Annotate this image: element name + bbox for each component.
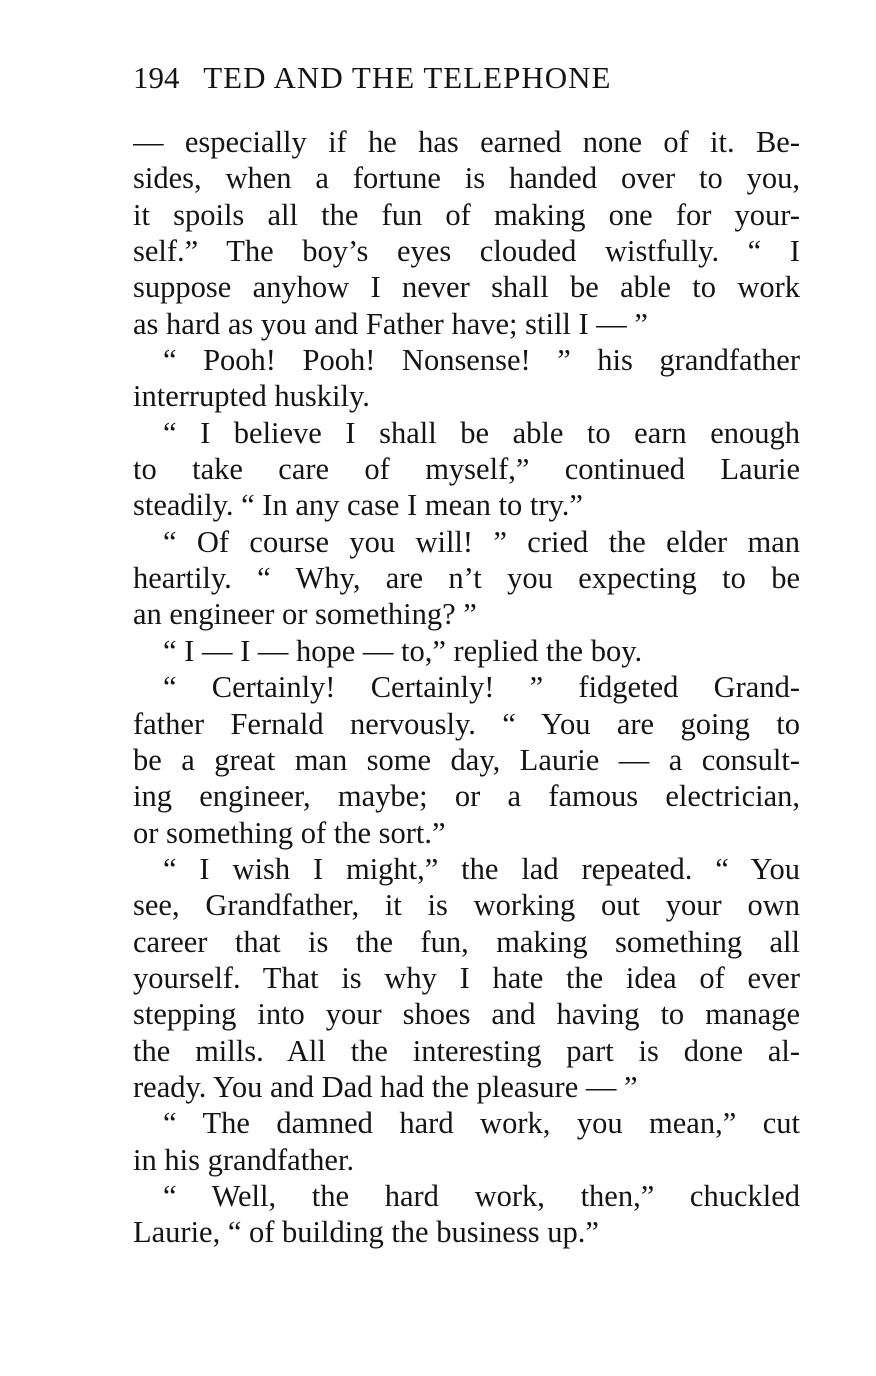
text-line: it spoils all the fun of making one for your- — [133, 197, 800, 232]
text-line: father Fernald nervously. “ You are going to — [133, 706, 800, 741]
running-title: TED AND THE TELEPHONE — [203, 60, 612, 95]
text-line: sides, when a fortune is handed over to you, — [133, 161, 800, 196]
text-line: interrupted huskily. — [133, 379, 370, 414]
text-line: as hard as you and Father have; still I — ” — [133, 306, 648, 341]
running-head — [133, 58, 800, 98]
text-line: “ Certainly! Certainly! ” fidgeted Grand- — [163, 670, 800, 705]
text-line: to take care of myself,” continued Laurie — [133, 452, 800, 487]
text-line: “ I — I — hope — to,” replied the boy. — [163, 633, 643, 668]
text-line: — especially if he has earned none of it. Be- — [133, 125, 800, 159]
text-line: steadily. “ In any case I mean to try.” — [133, 488, 583, 523]
body-text — [133, 124, 800, 1251]
text-line: “ I wish I might,” the lad repeated. “ You — [163, 851, 800, 886]
text-line: ready. You and Dad had the pleasure — ” — [133, 1069, 638, 1104]
text-line: self.” The boy’s eyes clouded wistfully. “ I — [133, 234, 800, 269]
text-line: yourself. That is why I hate the idea of ever — [133, 960, 800, 995]
text-line: or something of the sort.” — [133, 815, 446, 850]
text-line: ing engineer, maybe; or a famous electrician, — [133, 779, 800, 814]
page-number: 194 — [133, 60, 180, 95]
text-line: be a great man some day, Laurie — a consult- — [133, 742, 800, 777]
text-line: stepping into your shoes and having to manage — [133, 997, 800, 1032]
text-line: heartily. “ Why, are n’t you expecting to be — [133, 561, 800, 596]
text-line: “ Well, the hard work, then,” chuckled — [163, 1178, 800, 1213]
text-line: the mills. All the interesting part is done al- — [133, 1033, 800, 1068]
text-line: see, Grandfather, it is working out your own — [133, 888, 800, 923]
text-line: “ Of course you will! ” cried the elder man — [163, 524, 800, 559]
text-line: “ Pooh! Pooh! Nonsense! ” his grandfather — [163, 343, 800, 378]
text-line: Laurie, “ of building the business up.” — [133, 1215, 599, 1250]
text-line: an engineer or something? ” — [133, 597, 477, 632]
text-line: suppose anyhow I never shall be able to work — [133, 270, 800, 305]
text-line: career that is the fun, making something all — [133, 924, 800, 959]
text-line: “ I believe I shall be able to earn enough — [163, 415, 800, 450]
text-line: “ The damned hard work, you mean,” cut — [163, 1106, 800, 1141]
text-line: in his grandfather. — [133, 1142, 355, 1177]
